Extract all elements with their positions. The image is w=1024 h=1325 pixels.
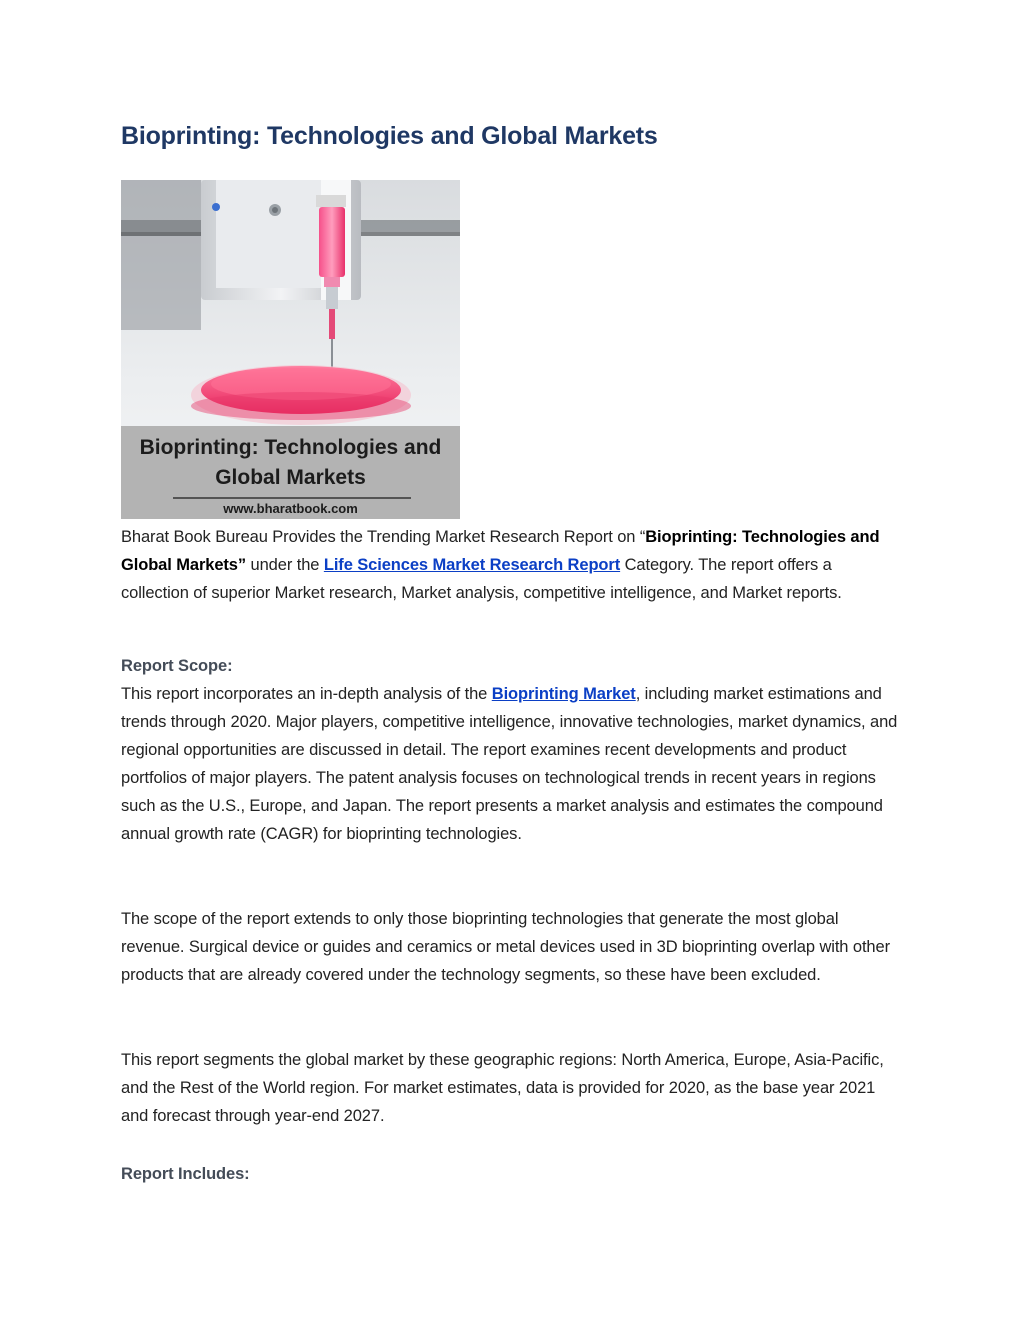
cover-caption-line1: Bioprinting: Technologies and	[139, 436, 442, 459]
bioprinting-market-link[interactable]: Bioprinting Market	[491, 685, 636, 703]
intro-text-2: under the	[246, 556, 324, 574]
intro-text-3: Category. The report offers a collection of superior Market research, Market analysis, competitive intelligence, and Market reports.	[121, 556, 842, 602]
cover-image	[121, 180, 460, 519]
life-sciences-link[interactable]: Life Sciences Market Research Report	[323, 556, 621, 574]
scope-p1-text-1: This report incorporates an in-depth analysis of the	[121, 685, 492, 703]
scope-paragraph-2: The scope of the report extends to only those bioprinting technologies that generate the most global revenue. Surgical device or guides and ceramics or metal devices used in 3D bioprinting overlap with other products that are already covered under the technology segments, so these have been excluded.	[121, 910, 890, 984]
scope-p1-text-2: , including market estimations and trends through 2020. Major players, competitive intelligence, innovative technologies, market dynamics, and regional opportunities are discussed in detail. The report examines recent developments and product portfolios of major players. The patent analysis focuses on technological trends in recent years in regions such as the U.S., Europe, and Japan. The report presents a market analysis and estimates the compound annual growth rate (CAGR) for bioprinting technologies.	[121, 685, 898, 843]
report-includes-heading: Report Includes:	[121, 1165, 250, 1183]
intro-paragraph	[121, 523, 901, 607]
scope-paragraph-3: This report segments the global market by these geographic regions: North America, Europe, Asia-Pacific, and the Rest of the World region. For market estimates, data is provided for 2020, as the base year 2021 and forecast through year-end 2027.	[121, 1051, 884, 1125]
report-scope-heading: Report Scope:	[121, 657, 233, 675]
cover-website: www.bharatbook.com	[223, 501, 358, 516]
page-title: Bioprinting: Technologies and Global Markets	[121, 122, 658, 150]
cover-caption-line2: Global Markets	[215, 466, 366, 489]
intro-text-1: Bharat Book Bureau Provides the Trending Market Research Report on “	[121, 528, 646, 546]
scope-paragraph-1	[121, 680, 901, 848]
intro-bold-title: Bioprinting: Technologies and Global Markets”	[121, 528, 880, 574]
